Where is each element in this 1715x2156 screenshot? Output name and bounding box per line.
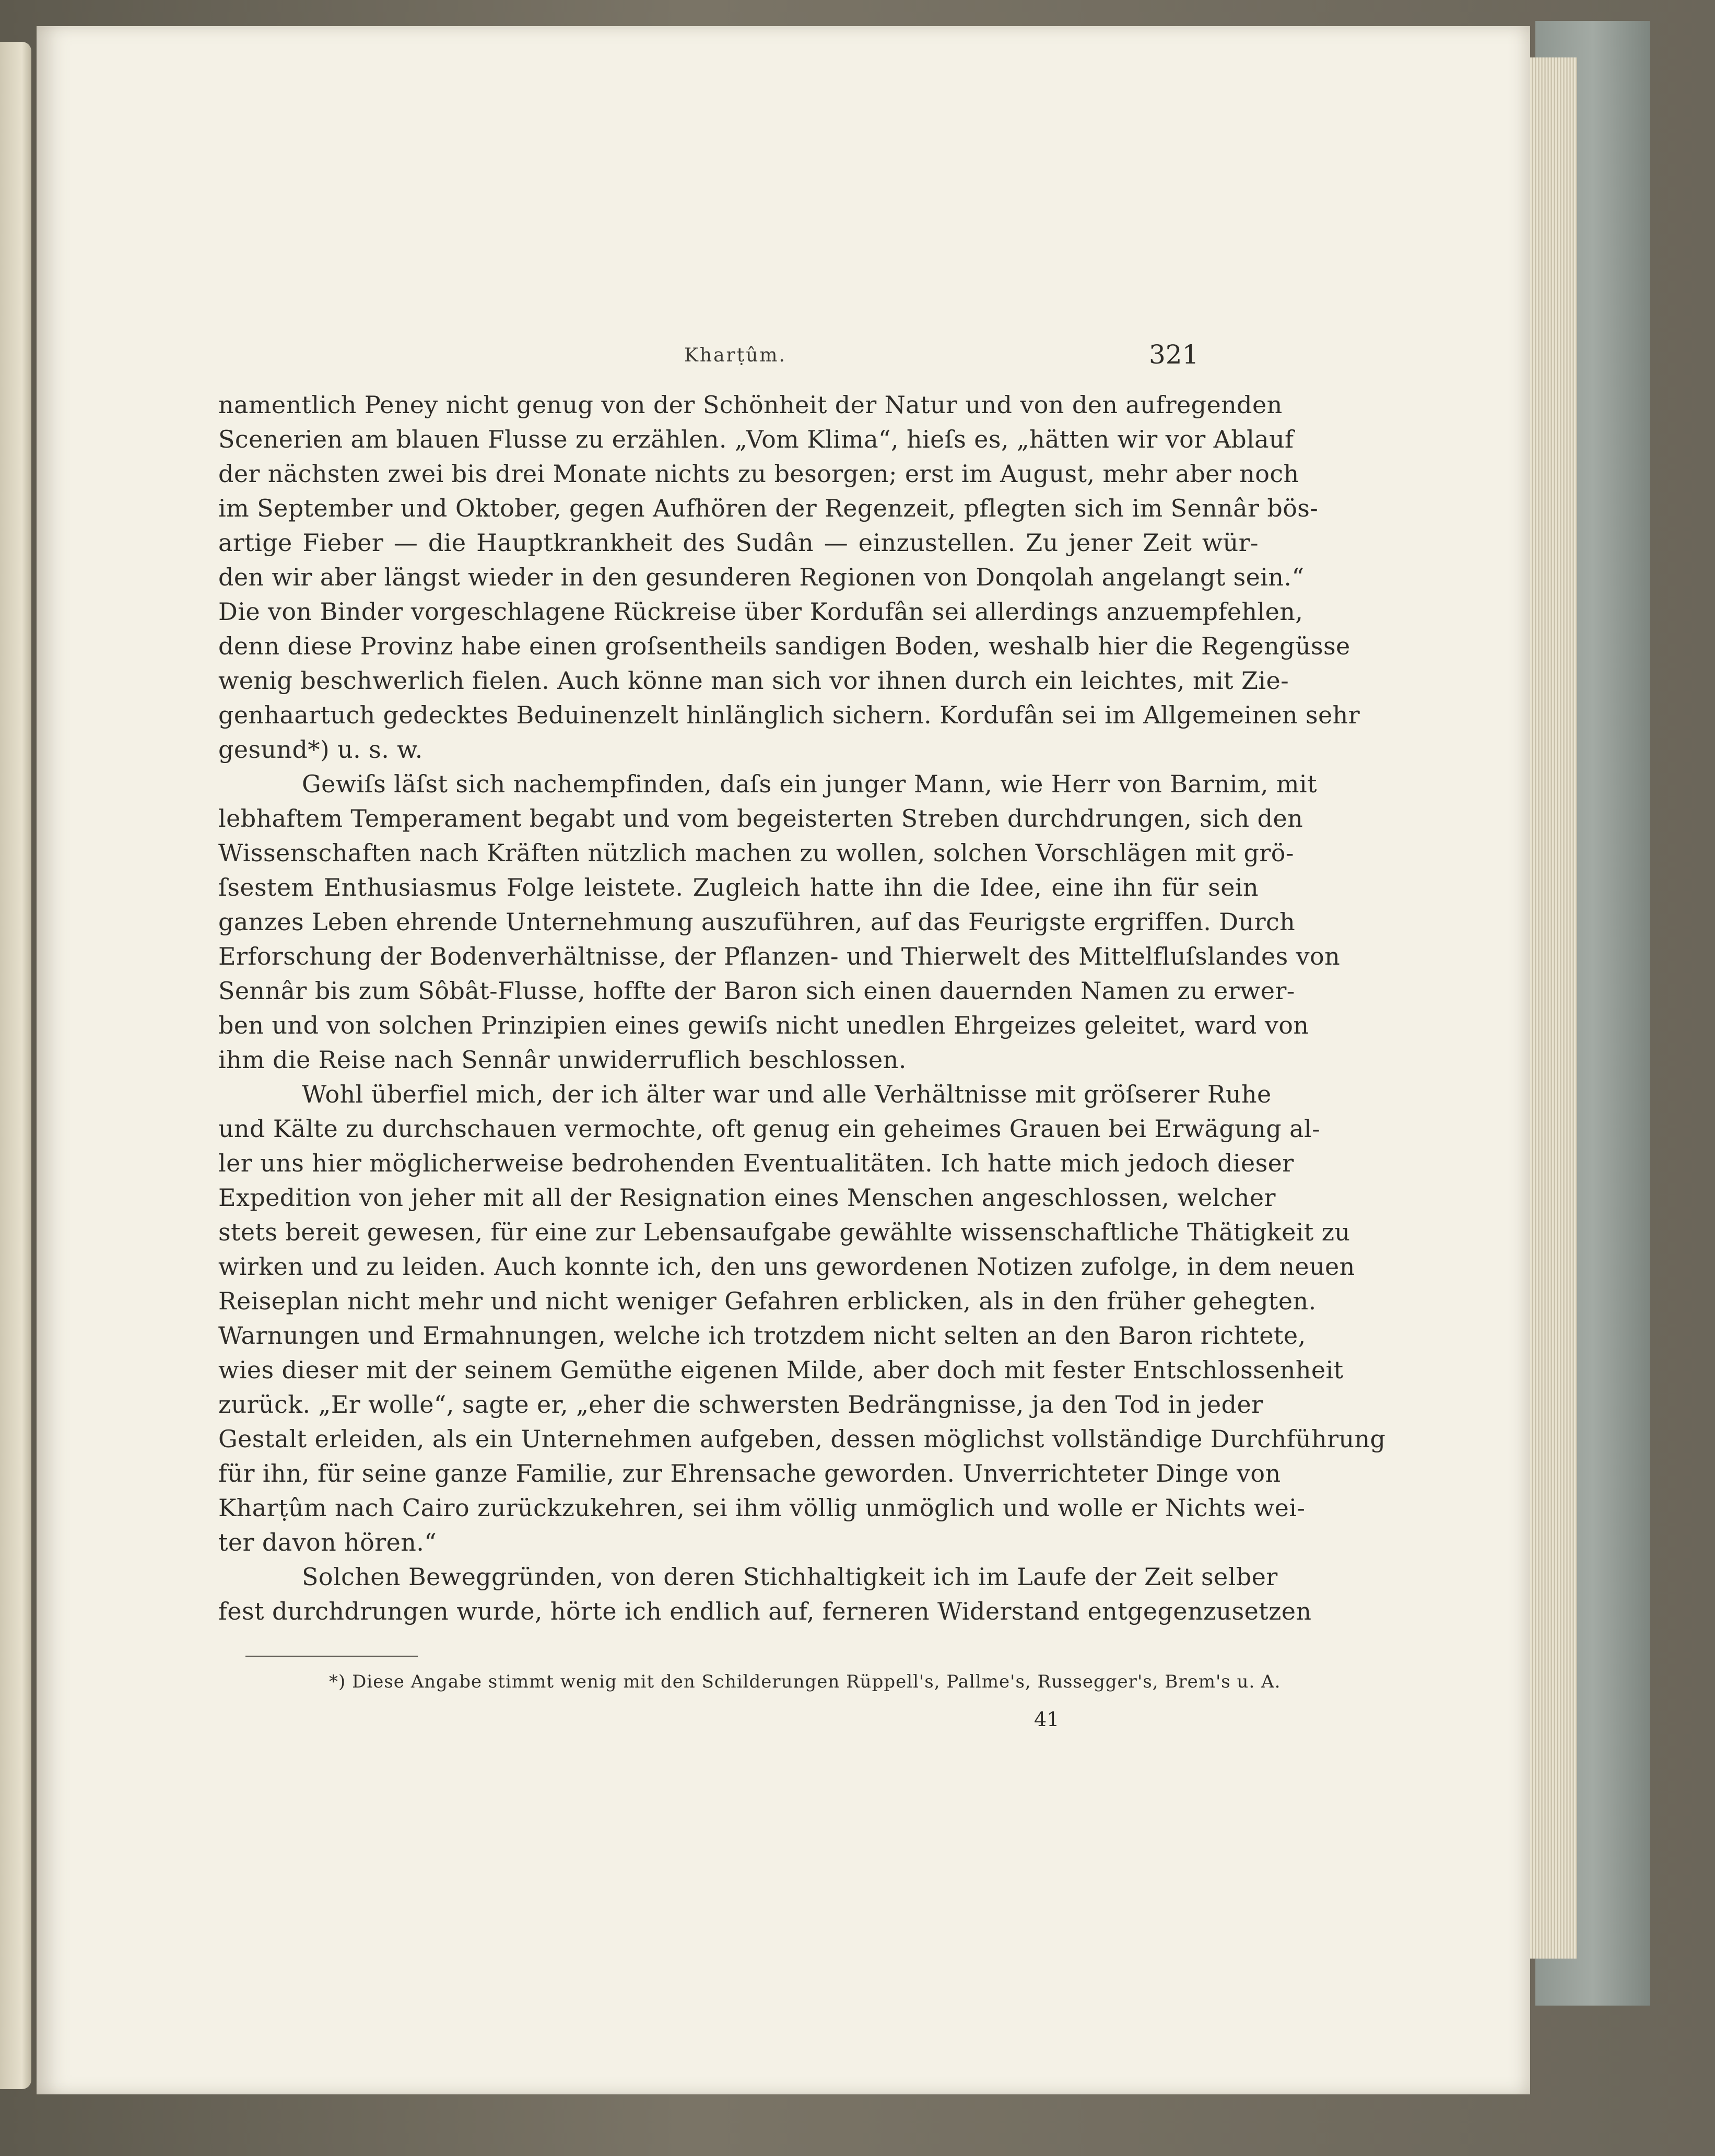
previous-page-edge (0, 42, 31, 2089)
text-line: Solchen Beweggründen, von deren Stichhaltigkeit ich im Laufe der Zeit selber (302, 1563, 1278, 1591)
body-text (218, 388, 1386, 1628)
text-line: Die von Binder vorgeschlagene Rückreise über Kordufân sei allerdings anzuempfehlen, (218, 597, 1303, 626)
signature-mark: 41 (1034, 1708, 1060, 1731)
page-header (37, 339, 1530, 381)
text-line: Reiseplan nicht mehr und nicht weniger Gefahren erblicken, als in den früher gehegten. (218, 1287, 1317, 1315)
text-line: zurück. „Er wolle“, sagte er, „eher die schwersten Bedrängnisse, ja den Tod in jeder (218, 1390, 1263, 1419)
text-line: wies dieser mit der seinem Gemüthe eigenen Milde, aber doch mit fester Entschlossenheit (218, 1356, 1344, 1384)
text-line: denn diese Provinz habe einen groſsentheils sandigen Boden, weshalb hier die Regengüsse (218, 632, 1350, 660)
page-number: 321 (1149, 339, 1199, 370)
text-line: gesund*) u. s. w. (218, 735, 423, 764)
running-head: Kharṭûm. (684, 345, 786, 366)
text-line: den wir aber längst wieder in den gesunderen Regionen von Donqolah angelangt sein.“ (218, 563, 1305, 591)
text-line: Gewiſs läſst sich nachempfinden, daſs ein junger Mann, wie Herr von Barnim, mit (302, 770, 1317, 798)
text-line: Erforschung der Bodenverhältnisse, der Pflanzen- und Thierwelt des Mittelfluſslandes von (218, 942, 1341, 970)
text-line: artige Fieber — die Hauptkrankheit des Sudân — einzustellen. Zu jener Zeit wür- (218, 529, 1259, 557)
footnote-rule (245, 1656, 418, 1657)
text-line: Expedition von jeher mit all der Resignation eines Menschen angeschlossen, welcher (218, 1184, 1276, 1212)
text-line: ter davon hören.“ (218, 1528, 437, 1556)
text-line: für ihn, für seine ganze Familie, zur Ehrensache geworden. Unverrichteter Dinge von (218, 1459, 1281, 1487)
text-line: der nächsten zwei bis drei Monate nichts zu besorgen; erst im August, mehr aber noch (218, 460, 1299, 488)
book-page (37, 26, 1530, 2094)
text-line: fest durchdrungen wurde, hörte ich endlich auf, ferneren Widerstand entgegenzusetzen (218, 1597, 1312, 1625)
text-line: ben und von solchen Prinzipien eines gewiſs nicht unedlen Ehrgeizes geleitet, ward von (218, 1011, 1309, 1039)
text-line: ſsestem Enthusiasmus Folge leistete. Zugleich hatte ihn die Idee, eine ihn für sein (218, 873, 1259, 901)
text-line: Kharṭûm nach Cairo zurückzukehren, sei ihm völlig unmöglich und wolle er Nichts wei- (218, 1494, 1306, 1522)
text-line: Wissenschaften nach Kräften nützlich machen zu wollen, solchen Vorschlägen mit grö- (218, 839, 1294, 867)
text-line: wenig beschwerlich fielen. Auch könne man sich vor ihnen durch ein leichtes, mit Zie- (218, 666, 1289, 695)
text-line: genhaartuch gedecktes Beduinenzelt hinlänglich sichern. Kordufân sei im Allgemeinen sehr (218, 701, 1360, 729)
text-line: im September und Oktober, gegen Aufhören der Regenzeit, pflegten sich im Sennâr bös- (218, 494, 1319, 522)
text-line: stets bereit gewesen, für eine zur Lebensaufgabe gewählte wissenschaftliche Thätigkeit zu (218, 1218, 1350, 1246)
footnote: *) Diese Angabe stimmt wenig mit den Schilderungen Rüppell's, Pallme's, Russegger's, Brem's u. A. (329, 1671, 1281, 1692)
text-line: Warnungen und Ermahnungen, welche ich trotzdem nicht selten an den Baron richtete, (218, 1321, 1306, 1350)
text-line: Gestalt erleiden, als ein Unternehmen aufgeben, dessen möglichst vollständige Durchführung (218, 1425, 1386, 1453)
text-line: ganzes Leben ehrende Unternehmung auszuführen, auf das Feurigste ergriffen. Durch (218, 908, 1296, 936)
text-line: Sennâr bis zum Sôbât-Flusse, hoffte der Baron sich einen dauernden Namen zu erwer- (218, 977, 1295, 1005)
text-line: namentlich Peney nicht genug von der Schönheit der Natur und von den aufregenden (218, 391, 1283, 419)
text-line: ler uns hier möglicherweise bedrohenden Eventualitäten. Ich hatte mich jedoch dieser (218, 1149, 1294, 1177)
text-line: wirken und zu leiden. Auch konnte ich, den uns gewordenen Notizen zufolge, in dem neuen (218, 1252, 1355, 1281)
text-line: lebhaftem Temperament begabt und vom begeisterten Streben durchdrungen, sich den (218, 804, 1303, 833)
text-line: Scenerien am blauen Flusse zu erzählen. „Vom Klima“, hieſs es, „hätten wir vor Ablauf (218, 425, 1294, 453)
text-line: und Kälte zu durchschauen vermochte, oft genug ein geheimes Grauen bei Erwägung al- (218, 1115, 1321, 1143)
text-line: ihm die Reise nach Sennâr unwiderruflich beschlossen. (218, 1046, 907, 1074)
text-line: Wohl überfiel mich, der ich älter war und alle Verhältnisse mit gröſserer Ruhe (302, 1080, 1272, 1108)
